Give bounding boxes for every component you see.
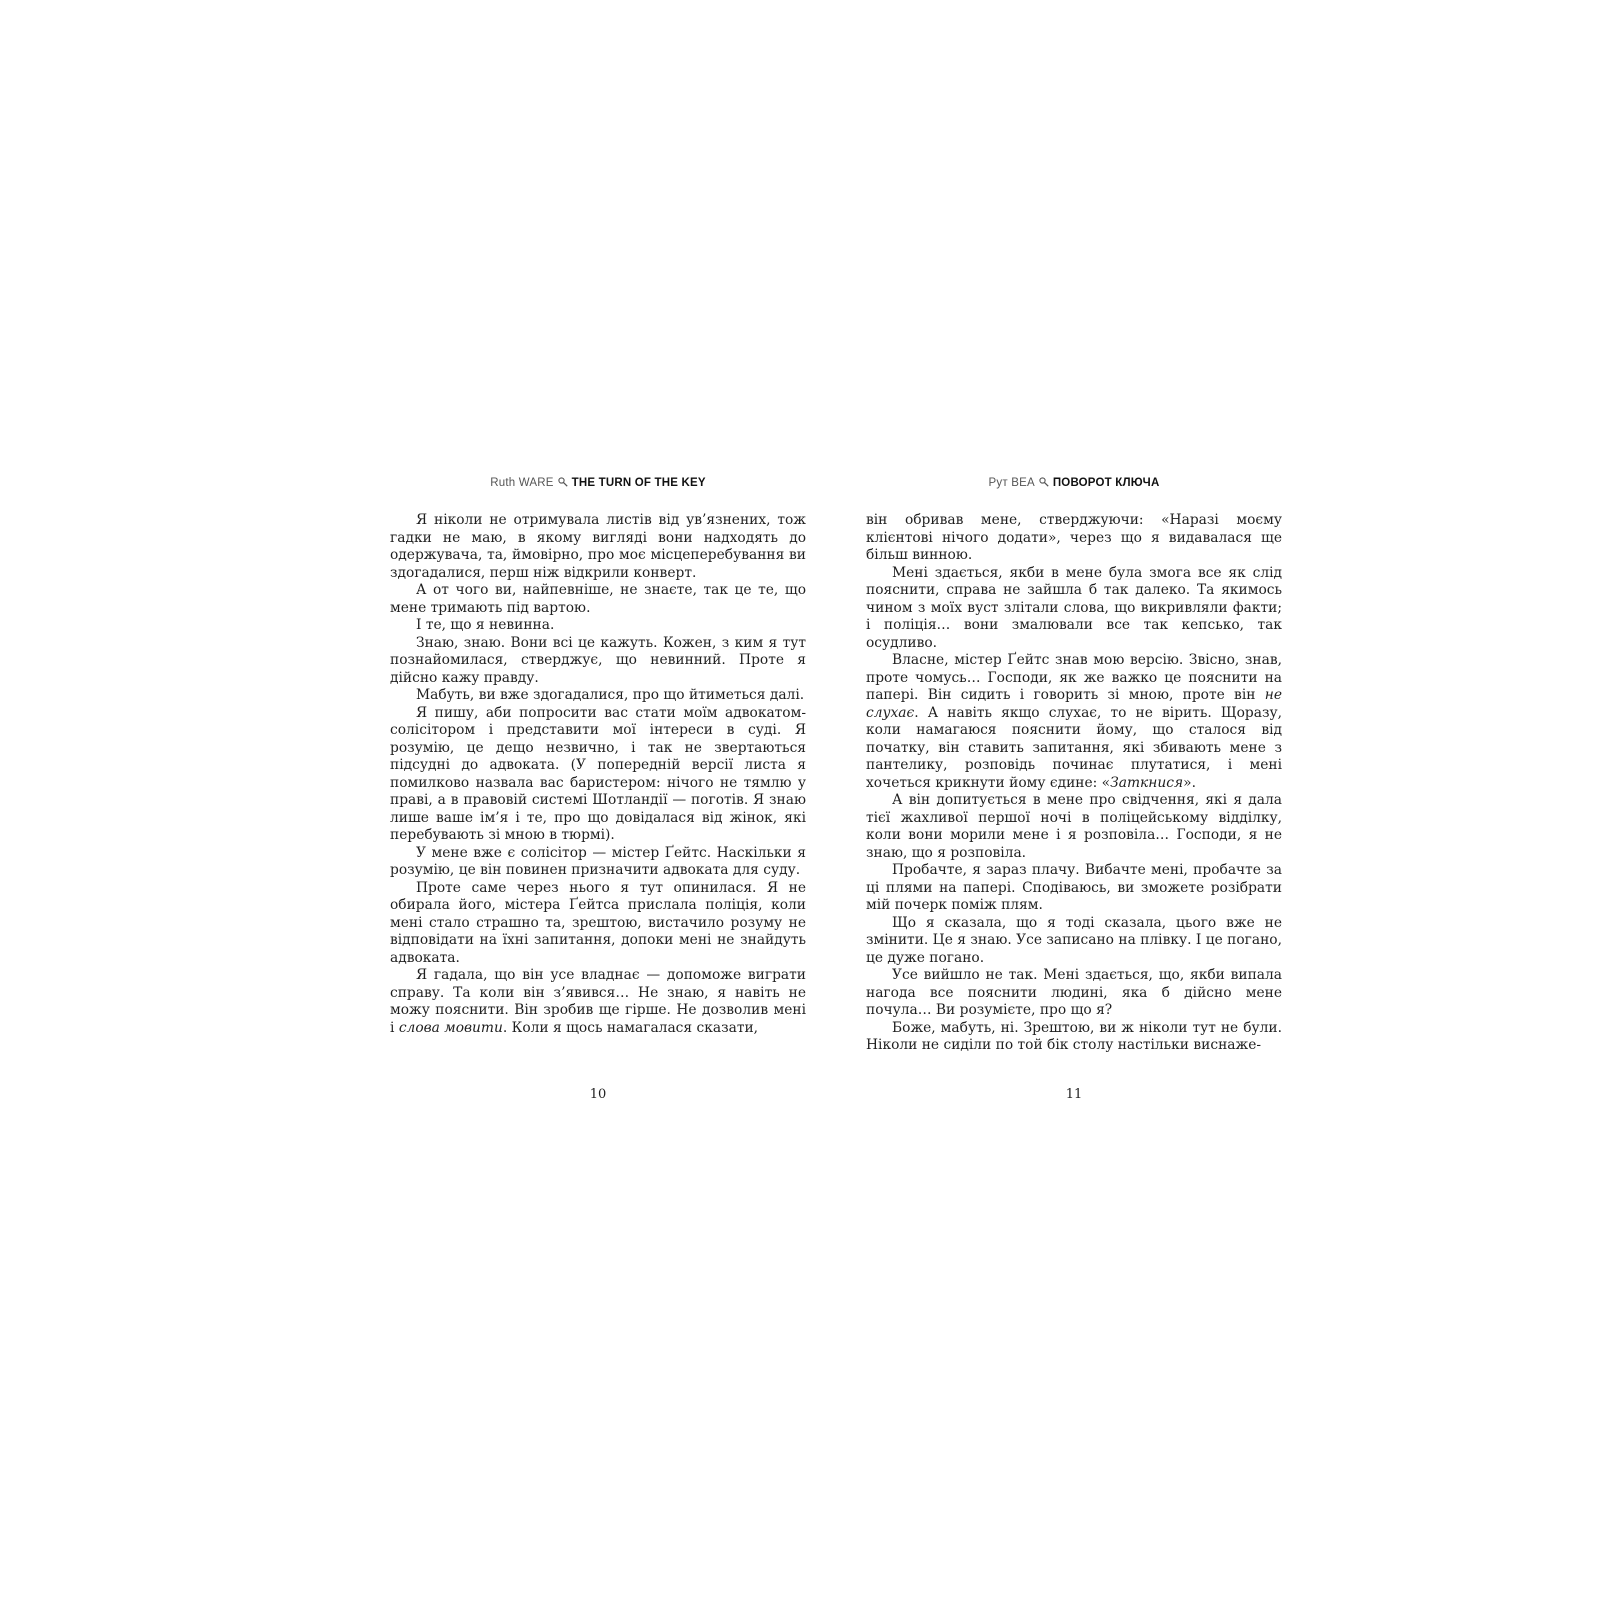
paragraph: Я ніколи не отримувала листів від ув’язнених, тож гадки не маю, в якому вигляді вони надходять до одержувача, та, ймовірно, про моє місцеперебування ви здогадалися, перш ніж відкрили конверт.: [390, 512, 806, 581]
italic-run: не слухає: [866, 687, 1282, 721]
paragraph: Усе вийшло не так. Мені здається, що, якби випала нагода все пояснити людині, яка б дійсно мене почула… Ви розумієте, про що я?: [866, 967, 1282, 1018]
paragraph: [390, 967, 806, 1037]
left-page: [390, 440, 806, 1120]
text-run: Власне, містер Ґейтс знав мою версію. Звісно, знав, проте чомусь… Господи, як же важко це пояснити на папері. Він сидить і говорить зі мною, проте він: [866, 652, 1282, 703]
paragraph: Що я сказала, що я тоді сказала, цього вже не змінити. Це я знаю. Усе записано на плівку. І це погано, це дуже погано.: [866, 914, 1282, 966]
page-number-left: 10: [589, 1087, 607, 1102]
magnifier-key-icon: [558, 477, 568, 487]
paragraph: А от чого ви, найпевніше, не знаєте, так це те, що мене тримають під вартою.: [390, 582, 806, 616]
right-page: [866, 440, 1282, 1120]
paragraph: Я пишу, аби попросити вас стати моїм адвокатом-солісітором і представити мої інтереси в суді. Я розумію, це дещо незвично, і так не звертаються підсудні до адвоката. (У попередній версії листа я помилково назвала вас баристером: нічого не тямлю у праві, а в правовій системі Шотландії — поготів. Я знаю лише ваше ім’я і те, про що довідалася від жінок, які перебувають зі мною в тюрмі).: [390, 704, 806, 843]
paragraph: Боже, мабуть, ні. Зрештою, ви ж ніколи тут не були. Ніколи не сиділи по той бік столу настільки виснаже-: [866, 1019, 1282, 1053]
paragraph: І те, що я невинна.: [416, 617, 555, 633]
paragraph: [866, 652, 1282, 792]
paragraph: Мені здається, якби в мене була змога все як слід пояснити, справа не зайшла б так далеко. Та якимось чином з моїх вуст злітали слова, що викривляли факти; і поліція… вони змалювали все так кепсько, так осудливо.: [866, 564, 1282, 651]
running-head-author: Рут ВЕА: [988, 477, 1035, 489]
running-head-title: THE TURN OF THE KEY: [571, 477, 706, 489]
text-run: . А навіть якщо слухає, то не вірить. Щоразу, коли намагаюся пояснити йому, що сталося від початку, він ставить запитання, які збивають мене з пантелику, розповідь починає плутатися, і мені хочеться крикнути йому єдине: «: [866, 704, 1282, 791]
paragraph: Проте саме через нього я тут опинилася. Я не обирала його, містера Ґейтса прислала поліція, коли мені стало страшно та, зрештою, вистачило розуму не відповідати на їхні запитання, допоки мені не знайдуть адвоката.: [390, 879, 806, 966]
paragraph-continuation: він обривав мене, стверджуючи: «Наразі моєму клієнтові нічого додати», через що я видавалася ще більш винною.: [866, 512, 1282, 563]
left-page-text: [390, 512, 806, 1037]
paragraph: А він допитується в мене про свідчення, які я дала тієї жахливої першої ночі в поліцейському відділку, коли вони морили мене і я розповіла… Господи, я не знаю, що я розповіла.: [866, 792, 1282, 861]
running-head-left: [390, 477, 806, 489]
text-run: Я гадала, що він усе владнає — допоможе виграти справу. Та коли він з’явився… Не знаю, я навіть не можу пояснити. Він зробив ще гірше. Не дозволив мені і: [390, 967, 806, 1036]
running-head-right: [866, 477, 1282, 489]
paragraph: Знаю, знаю. Вони всі це кажуть. Кожен, з ким я тут познайомилася, стверджує, що невинний. Проте я дійсно кажу правду.: [390, 634, 806, 686]
page-number-right: 11: [1065, 1087, 1083, 1102]
italic-run: слова мовити: [398, 1019, 503, 1036]
text-run: ».: [1183, 774, 1196, 791]
text-run: . Коли я щось намагалася сказати,: [502, 1019, 759, 1036]
right-page-text: [866, 512, 1282, 1055]
paragraph: Пробачте, я зараз плачу. Вибачте мені, пробачте за ці плями на папері. Сподіваюсь, ви зможете розібрати мій почерк поміж плям.: [866, 862, 1282, 913]
italic-run: Заткнися: [1110, 774, 1184, 791]
running-head-author: Ruth WARE: [490, 477, 554, 489]
paragraph: У мене вже є солісітор — містер Ґейтс. Наскільки я розумію, це він повинен призначити адвоката для суду.: [390, 844, 806, 878]
magnifier-key-icon: [1039, 477, 1049, 487]
book-spread: [340, 440, 1282, 1120]
paragraph: Мабуть, ви вже здогадалися, про що йтиметься далі.: [416, 687, 805, 703]
running-head-title: ПОВОРОТ КЛЮЧА: [1052, 477, 1160, 489]
